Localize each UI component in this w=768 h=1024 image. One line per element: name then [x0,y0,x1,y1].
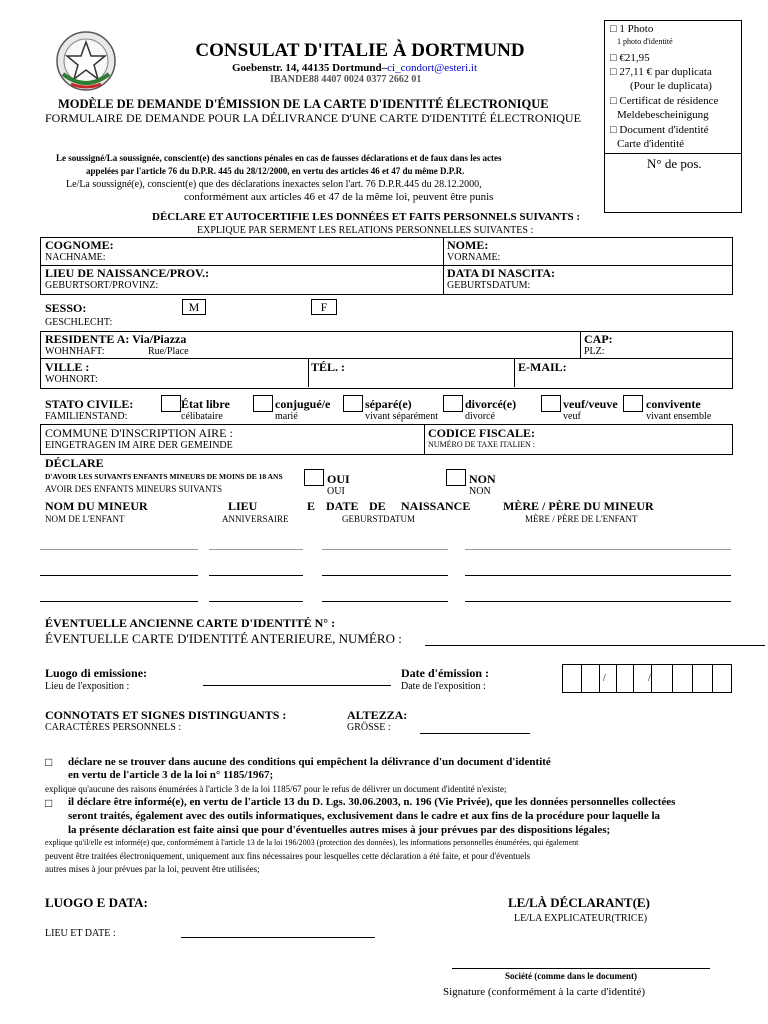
declare-heading: DÉCLARE ET AUTOCERTIFIE LES DONNÉES ET FAITS PERSONNELS SUIVANTS : [152,211,581,223]
declaration-2c: la présente déclaration est faite ainsi que pour d'éventuelles autres mises à jour prévues par des dispositions légales; [68,824,611,836]
declaration-2a: il déclare être informé(e), en vertu de l'article 13 du D. Lgs. 30.06.2003, n. 196 (Vie Privée), que les données personnelles collectées [68,796,676,808]
civil-married-label: conjugué/e [275,397,331,411]
civil-cohabiting-checkbox[interactable] [623,395,643,412]
residente-label: RESIDENTE A: Via/Piazza [45,332,187,346]
checklist-photo-sub: 1 photo d'identité [617,37,673,46]
intro-line-2: appelées par l'article 76 du D.P.R. 445 du 28/12/2000, en vertu des articles 46 et 47 du même D.P.R. [86,166,465,176]
intro-line-1: Le soussigné/La soussignée, conscient(e) des sanctions pénales en cas de fausses déclarations et de faux dans les actes [56,153,502,163]
children-question: D'AVOIR LES SUIVANTS ENFANTS MINEURS DE MOINS DE 18 ANS [45,472,283,481]
position-number-label: N° de pos. [647,156,702,171]
children-no-label: NON [469,472,496,486]
checklist-fee[interactable]: □ €21,95 [610,52,650,64]
col-of: DE [369,499,386,513]
declarant-label: LE/LÀ DÉCLARANT(E) [508,895,650,910]
birthdate-input[interactable] [570,267,725,291]
col-place: LIEU [228,499,258,513]
declaration-2f: autres mises à jour prévues par la loi, peuvent être utilisées; [45,864,260,874]
emission-place-input[interactable] [203,685,391,686]
civil-single-sub: célibataire [181,411,223,422]
email-label: E-MAIL: [518,360,567,374]
intro-line-3: Le/La soussigné(e), conscient(e) que des déclarations inexactes selon l'art. 76 D.P.R.445 du 28.12.2000, [66,179,482,190]
signs-label: CONNOTATS ET SIGNES DISTINGUANTS : [45,708,287,722]
emission-date-sub: Date de l'exposition : [401,681,486,692]
declare-subheading: EXPLIQUE PAR SERMENT LES RELATIONS PERSONNELLES SUIVANTES : [197,225,534,236]
civil-widowed-sub: veuf [563,411,581,422]
geschlecht-label: GESCHLECHT: [45,317,113,328]
iban-text: IBANDE88 4407 0024 0377 2662 01 [270,74,422,85]
checklist-residence[interactable]: □ Certificat de résidence [610,95,719,107]
place-date-sub: LIEU ET DATE : [45,928,116,939]
emission-date-input[interactable] [562,664,732,693]
surname-input[interactable] [150,239,440,263]
grosse-label: GRÖSSE : [347,722,391,733]
sex-m-checkbox[interactable] [182,299,206,315]
declaration-1b: en vertu de l'article 3 de la loi n° 1185/1967; [68,769,274,781]
civil-divorced-label: divorcé(e) [465,397,517,411]
consulate-address [232,62,477,74]
col-child-name: NOM DU MINEUR [45,499,148,513]
form-title-1: MODÈLE DE DEMANDE D'ÉMISSION DE LA CARTE D'IDENTITÉ ÉLECTRONIQUE [58,97,549,111]
email-link[interactable]: ci_condort@esteri.it [387,62,477,74]
firstname-input[interactable] [520,239,725,263]
civil-separated-checkbox[interactable] [343,395,363,412]
commune-label: COMMUNE D'INSCRIPTION AIRE : [45,426,233,440]
checklist-duplicate-label: 27,11 € par duplicata [619,66,712,78]
checklist-id-sub: Carte d'identité [617,138,685,150]
wohnort-label: WOHNORT: [45,374,98,385]
col-child-name-sub: NOM DE L'ENFANT [45,514,125,524]
civil-married-checkbox[interactable] [253,395,273,412]
codice-fiscale-label: CODICE FISCALE: [428,426,536,440]
stato-civile-label: STATO CIVILE: [45,397,134,411]
checklist-id-label: Document d'identité [619,124,709,136]
declaration-2d: explique qu'il/elle est informé(e) que, conformément à l'article 13 de la loi 196/2003 (protection des données), les informations personnelles énumérées, qui également [45,838,579,847]
civil-widowed-label: veuf/veuve [563,397,618,411]
emission-date-label: Date d'émission : [401,666,489,680]
explicateur-label: LE/LA EXPLICATEUR(TRICE) [514,913,648,924]
civil-cohabiting-label: convivente [646,397,701,411]
col-and: E [307,499,316,513]
familienstand-label: FAMILIENSTAND: [45,411,128,422]
emission-place-sub: Lieu de l'exposition : [45,681,130,692]
declaration-2-checkbox[interactable]: □ [45,796,53,810]
geburtsort-label: GEBURTSORT/PROVINZ: [45,280,159,291]
plz-label: PLZ: [584,346,605,357]
checklist-photo[interactable]: □ 1 Photo [610,23,654,35]
page-title: CONSULAT D'ITALIE À DORTMUND [195,40,525,61]
sex-m-label: M [188,300,200,314]
children-yes-sub: OUI [327,486,345,497]
col-geburtsdatum: GEBURSTDATUM [342,514,416,524]
children-no-checkbox[interactable] [446,469,466,486]
cognome-label: COGNOME: [45,238,114,252]
col-anniversary: ANNIVERSAIRE [222,514,289,524]
commune-input[interactable] [270,426,420,451]
intro-line-4: conformément aux articles 46 et 47 de la même loi, peuvent être punis [184,191,494,203]
form-title-2: FORMULAIRE DE DEMANDE POUR LA DÉLIVRANCE D'UNE CARTE D'IDENTITÉ ÉLECTRONIQUE [45,111,581,125]
height-label: ALTEZZA: [347,708,408,722]
civil-divorced-sub: divorcé [465,411,495,422]
children-yes-checkbox[interactable] [304,469,324,486]
civil-divorced-checkbox[interactable] [443,395,463,412]
children-no-sub: NON [469,486,491,497]
declaration-1c: explique qu'aucune des raisons énumérées à l'article 3 de la loi 1185/67 pour le refus de délivrer un document d'identité n'existe; [45,784,507,794]
wohnhaft-label: WOHNHAFT: [45,346,105,357]
children-question-sub: AVOIR DES ENFANTS MINEURS SUIVANTS [45,484,223,494]
checklist-id[interactable]: □ Document d'identité [610,124,709,136]
address-text: Goebenstr. 14, 44135 Dortmund– [232,62,388,74]
previous-card-sub: ÉVENTUELLE CARTE D'IDENTITÉ ANTERIEURE, NUMÉRO : [45,631,402,646]
cap-label: CAP: [584,332,613,346]
children-yes-label: OUI [327,472,350,486]
birthplace-label: LIEU DE NAISSANCE/PROV.: [45,266,210,280]
place-date-label: LUOGO E DATA: [45,895,148,910]
height-input[interactable] [420,733,530,734]
birthdate-label: DATA DI NASCITA: [447,266,556,280]
civil-widowed-checkbox[interactable] [541,395,561,412]
ville-label: VILLE : [45,360,90,374]
col-birth: NAISSANCE [401,499,471,513]
checklist-duplicate[interactable]: □ 27,11 € par duplicata [610,66,712,78]
checklist-photo-label: 1 Photo [619,23,654,35]
declare-label: DÉCLARE [45,456,104,470]
place-date-input[interactable] [181,937,375,938]
document-checklist-box [604,20,742,213]
sesso-label: SESSO: [45,301,87,315]
codice-fiscale-sub: NUMÉRO DE TAXE ITALIEN : [428,440,535,449]
birthplace-input[interactable] [230,267,440,291]
postcode-input[interactable] [620,333,725,356]
col-parent-sub: MÈRE / PÈRE DE L'ENFANT [525,514,638,524]
declaration-1a: déclare ne se trouver dans aucune des conditions qui empêchent la délivrance d'un document d'identité [68,756,551,768]
geburtsdatum-label: GEBURTSDATUM: [447,280,531,291]
col-date: DATE [326,499,359,513]
checklist-fee-label: €21,95 [619,52,650,64]
col-parent: MÈRE / PÈRE DU MINEUR [503,499,654,513]
nachname-label: NACHNAME: [45,252,106,263]
sex-f-label: F [320,300,328,314]
company-label: Société (comme dans le document) [505,971,637,981]
checklist-residence-sub: Meldebescheinigung [617,109,709,121]
street-input[interactable] [210,333,575,356]
commune-sub: EINGETRAGEN IM AIRE DER GEMEINDE [45,440,233,451]
date-separator: / [648,673,651,684]
signature-label: Signature (conformément à la carte d'identité) [443,986,646,998]
phone-input[interactable] [360,360,510,385]
date-separator: / [603,673,606,684]
civil-single-label: État libre [181,397,230,411]
checklist-duplicate-sub: (Pour le duplicata) [630,80,712,92]
sex-f-checkbox[interactable] [311,299,337,315]
declaration-1-checkbox[interactable]: □ [45,755,53,769]
nome-label: NOME: [447,238,489,252]
tax-code-input[interactable] [570,426,725,451]
declaration-2b: seront traités, également avec des outils informatiques, exclusivement dans le cadre et aux fins de la procédure pour laquelle la [68,810,661,822]
declaration-2e: peuvent être traitées électroniquement, uniquement aux fins nécessaires pour lesquelles cette déclaration a été faite, et pour d'éventuels [45,851,531,861]
tel-label: TÉL. : [311,360,346,374]
emission-place-label: Luogo di emissione: [45,666,148,680]
previous-card-input[interactable] [425,645,765,646]
rue-place-label: Rue/Place [148,346,189,357]
checklist-residence-label: Certificat de résidence [619,95,719,107]
civil-cohabiting-sub: vivant ensemble [646,411,712,422]
civil-single-checkbox[interactable] [161,395,181,412]
civil-separated-label: séparé(e) [365,397,412,411]
email-input[interactable] [580,360,725,385]
vorname-label: VORNAME: [447,252,501,263]
signs-sub: CARACTÈRES PERSONNELS : [45,722,182,733]
signature-input[interactable] [452,968,710,969]
previous-card-label: ÉVENTUELLE ANCIENNE CARTE D'IDENTITÉ N° : [45,616,336,630]
italian-republic-emblem-icon [55,30,117,92]
civil-married-sub: marié [275,411,298,422]
city-input[interactable] [100,360,303,385]
civil-separated-sub: vivant séparément [365,411,439,422]
